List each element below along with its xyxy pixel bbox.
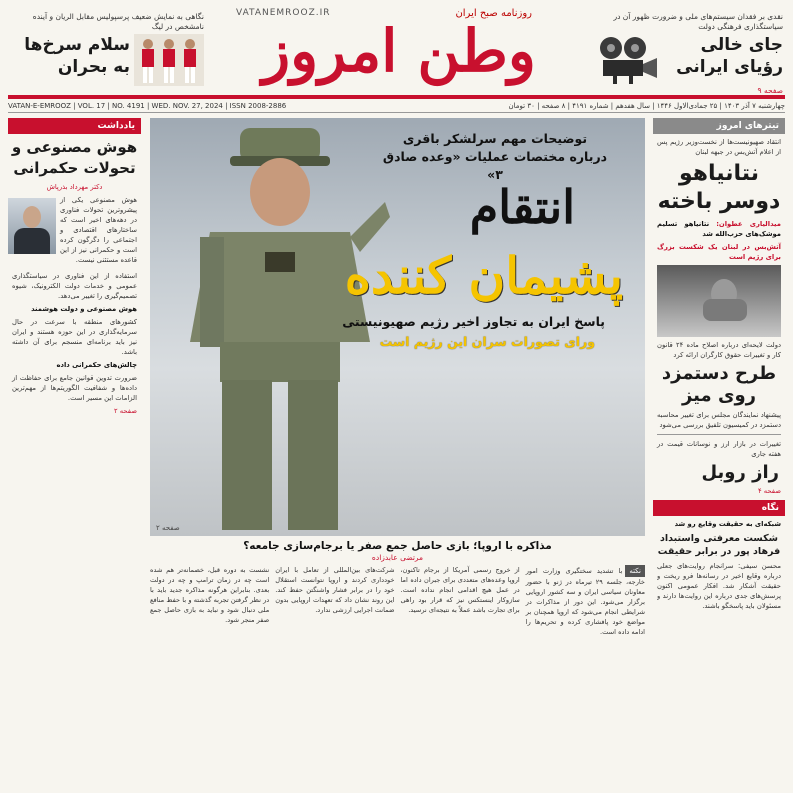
story-byline: مرتضی عابدزاده xyxy=(371,553,424,562)
note-subhead-1: هوش مصنوعی و دولت هوشمند xyxy=(31,305,137,313)
netanyahu-photo xyxy=(657,265,781,337)
note-headline[interactable]: هوش مصنوعی و تحولات حکمرانی xyxy=(11,138,138,177)
note-body-4: ضرورت تدوین قوانین جامع برای حفاظت از داده‌ها و شفافیت الگوریتم‌ها از مهم‌ترین الزامات این مسیر است. xyxy=(12,374,137,402)
dateline-latin: VATAN-E-EMROOZ | VOL. 17 | NO. 4191 | WED. NOV. 27, 2024 | ISSN 2008-2886 xyxy=(8,102,287,110)
right-column xyxy=(653,118,785,790)
sports-promo[interactable] xyxy=(14,12,204,92)
hero-headline-1: انتقام xyxy=(469,180,575,234)
ruble-headline[interactable]: راز روبل xyxy=(701,462,779,483)
note-body-1: هوش مصنوعی یکی از پیشروترین تحولات فناوری در دهه‌های اخیر است که ساختارهای اقتصادی و اجتماعی را دگرگون کرده است و حکمرانی نیز از این قاعده مستثنی نیست. xyxy=(60,196,137,264)
story-tag: نکته xyxy=(625,565,645,577)
view-intro: شبکه‌ای به حقیقت وقایع رو شد xyxy=(674,520,781,528)
promo-title-left-1: سلام سرخ‌ها xyxy=(24,35,130,55)
kicker-line-1: توضیحات مهم سرلشکر باقری xyxy=(402,131,588,146)
culture-promo[interactable] xyxy=(593,12,783,95)
site-url[interactable]: VATANEMROOZ.IR xyxy=(236,8,331,18)
hero-page-ref: صفحه ۲ xyxy=(156,524,180,532)
quote-block xyxy=(657,219,781,239)
dateline xyxy=(8,100,785,113)
wage-headline[interactable]: طرح دستمزد روی میز xyxy=(661,363,777,406)
note-intro xyxy=(8,195,141,265)
note-body-2: استفاده از این فناوری در سیاستگذاری عمومی و خدمات دولت الکترونیک، شیوه تصمیم‌گیری را تغییر می‌دهد. xyxy=(12,272,137,300)
right-teaser: انتقاد صهیونیست‌ها از نخست‌وزیر رژیم پس از اعلام آتش‌بس در جبهه لبنان xyxy=(657,138,781,156)
hero-headline-2: پشیمان کننده xyxy=(344,246,623,305)
masthead xyxy=(0,0,793,96)
promo-sub-right: نقدی بر فقدان سیستم‌های ملی و ضرورت ظهور آن در سیاستگذاری فرهنگی دولت xyxy=(613,12,783,31)
right-page-ref: صفحه ۴ xyxy=(757,487,781,495)
note-body-3: کشورهای منطقه با سرعت در حال سرمایه‌گذاری در این حوزه هستند و ایران نیز باید برنامه‌ای منسجم برای آن داشته باشد. xyxy=(12,318,137,356)
section-header-view: نگاه xyxy=(653,500,785,516)
hero-deck-1: پاسخ ایران به تجاوز اخیر رژیم صهیونیستی xyxy=(342,314,605,329)
wage-caption: دولت لایحه‌ای درباره اصلاح ماده ۲۴ قانون کار و تغییرات حقوق کارگران ارائه کرد xyxy=(657,341,781,359)
dateline-persian: چهارشنبه ۷ آذر ۱۴۰۳ | ۲۵ جمادی‌الاول ۱۴۴۶ | سال هفدهم | شماره ۴۱۹۱ | ۸ صفحه | ۳۰ تومان xyxy=(508,102,785,110)
story-col-2: از خروج رسمی آمریکا از برجام تاکنون، اروپا وعده‌های متعددی برای جبران داده اما در عمل هیچ اقدامی انجام نداده است. سازوکار اینستکس نیز که قرار بود راهی برای تجارت باشد عملاً به نتیجه‌ای نرسید. xyxy=(400,566,520,614)
newspaper-name: وطن امروز xyxy=(262,17,536,85)
story-body xyxy=(150,565,645,775)
lead-story-hero[interactable] xyxy=(150,118,645,536)
hero-deck-2: ورای تصورات سران این رژیم است xyxy=(379,334,595,349)
football-players-image xyxy=(134,34,204,86)
view-headline[interactable]: شکست معرفتی واستبداد فرهاد پور در برابر حقیقت xyxy=(657,533,781,557)
promo-title-right-1: جای خالی xyxy=(700,35,783,55)
note-subhead-2: چالش‌های حکمرانی داده xyxy=(56,361,137,369)
hero-kicker xyxy=(375,130,615,184)
left-column xyxy=(8,118,141,790)
masthead-tagline: روزنامه صبح ایران xyxy=(455,8,532,19)
section-header-note: یادداشت xyxy=(8,118,141,134)
promo-title-right-2: رؤیای ایرانی xyxy=(676,57,783,77)
promo-title-left-2: به بحران xyxy=(57,57,130,77)
view-body: محسن سیفی: سرانجام روایت‌های جعلی درباره وقایع اخیر در رسانه‌ها فرو ریخت و حقیقت آشکار شد. افکار عمومی اکنون پرسش‌های جدی درباره این روایت‌ها دارند و مسئولان باید پاسخگو باشند. xyxy=(657,562,781,610)
story-col-1: نکتهبا تشدید سختگیری وزارت امور خارجه، جلسه ۲۹ تیرماه در ژنو با حضور معاونان سیاسی ایران و سه کشور اروپایی برگزار می‌شود. این دور از مذاکرات در شرایطی انجام می‌شود که اروپا همچنان بر مواضع خود پافشاری کرده و تحریم‌ها را ادامه داده است. xyxy=(525,567,645,636)
note-author: دکتر مهرداد بذرپاش xyxy=(46,183,103,191)
kicker-line-2: درباره مختصات عملیات «وعده صادق ۳» xyxy=(382,149,608,182)
divider xyxy=(657,434,781,435)
center-column xyxy=(150,118,645,790)
film-projector-icon xyxy=(593,34,659,86)
story-col-4: نشست به دوره قبل، خصمانه‌تر هم شده است چه در زمان ترامپ و چه در دولت بعدی. بنابراین هرگونه مذاکره جدید باید با در نظر گرفتن تجربه گذشته و با حفظ منافع ملی دنبال شود و نباید به بازی حاصل جمع صفر منجر شود. xyxy=(150,566,270,624)
promo-sub-left: نگاهی به نمایش ضعیف پرسپولیس مقابل الریان و آینده نامشخص در لیگ xyxy=(32,12,204,31)
masthead-rule xyxy=(8,95,785,99)
wage-note: پیشنهاد نمایندگان مجلس برای تغییر محاسبه دستمزد در کمیسیون تلفیق بررسی می‌شود xyxy=(657,411,781,429)
ruble-teaser: تغییرات در بازار ارز و نوسانات قیمت در هفته جاری xyxy=(657,440,781,458)
right-headline[interactable]: نتانیاهو دوسر باخته xyxy=(657,161,781,214)
newspaper-logo[interactable] xyxy=(226,6,572,84)
note-page-ref: صفحه ۲ xyxy=(113,407,137,415)
red-note: آتش‌بس در لبنان یک شکست بزرگ برای رژیم است xyxy=(657,243,781,261)
quote-text: نتانیاهو تسلیم موشک‌های حزب‌الله شد xyxy=(657,220,781,238)
section-header-headlines: تیترهای امروز xyxy=(653,118,785,134)
story-headline[interactable]: مذاکره با اروپا؛ بازی حاصل جمع صفر یا برجام‌سازی جامعه؟ xyxy=(243,540,552,552)
author-photo xyxy=(8,198,56,254)
quote-label: میدالیاری عطوان: xyxy=(716,220,781,228)
promo-page-ref: صفحه ۹ xyxy=(757,86,783,95)
story-col-3: شرکت‌های بین‌المللی از تعامل با ایران خودداری کردند و اروپا نتوانست استقلال خود را در برابر فشار واشنگتن حفظ کند. این روند نشان داد که تعهدات اروپایی بدون ضمانت اجرایی ارزشی ندارد. xyxy=(275,566,395,614)
